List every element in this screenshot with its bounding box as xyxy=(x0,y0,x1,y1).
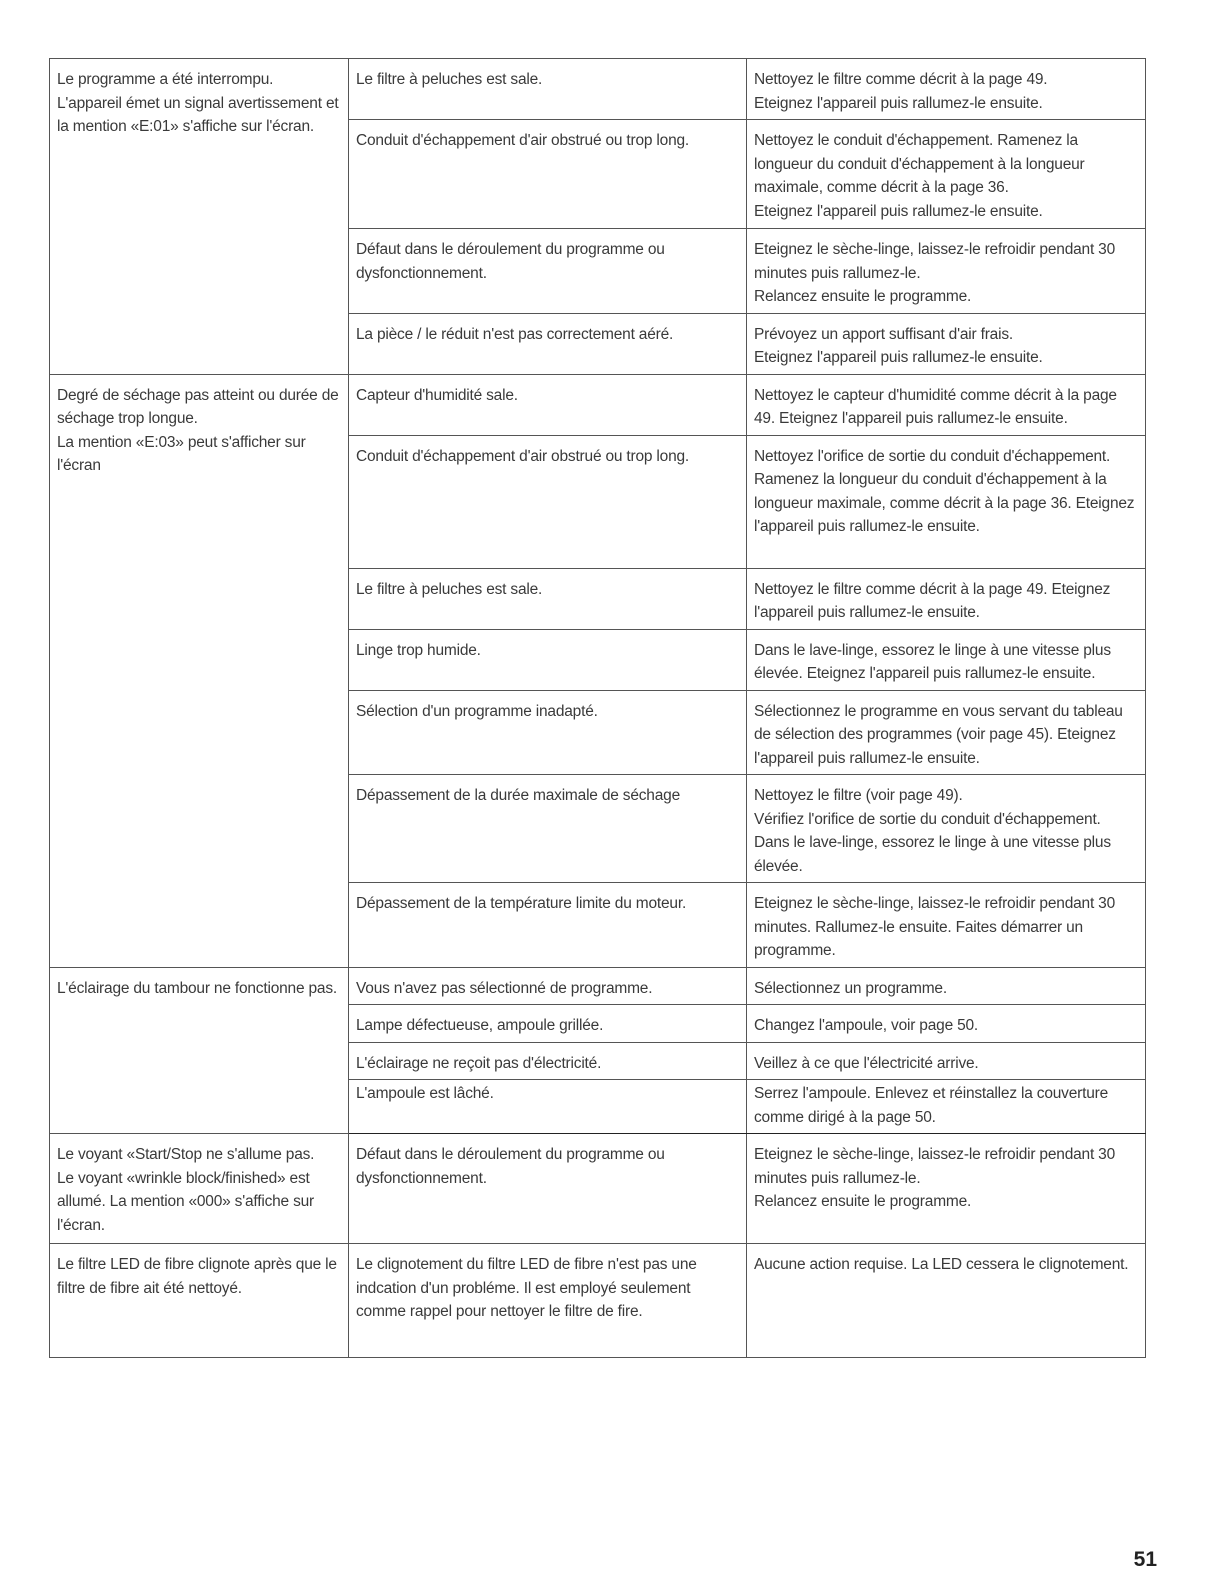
symptom-cell: Degré de séchage pas atteint ou durée de séchage trop longue. La mention «E:03» peut s'afficher sur l'écran xyxy=(50,374,349,967)
cause-cell: Lampe défectueuse, ampoule grillée. xyxy=(349,1005,747,1043)
cause-cell: Le filtre à peluches est sale. xyxy=(349,568,747,629)
remedy-cell: Eteignez le sèche-linge, laissez-le refroidir pendant 30 minutes puis rallumez-le. Relancez ensuite le programme. xyxy=(747,1134,1146,1244)
table-row xyxy=(50,1134,1146,1244)
remedy-cell: Nettoyez l'orifice de sortie du conduit d'échappement. Ramenez la longueur du conduit d'échappement à la longueur maximale, comme décrit à la page 36. Eteignez l'appareil puis rallumez-le ensuite. xyxy=(747,435,1146,568)
remedy-cell: Changez l'ampoule, voir page 50. xyxy=(747,1005,1146,1043)
table-row xyxy=(50,374,1146,435)
remedy-cell: Nettoyez le capteur d'humidité comme décrit à la page 49. Eteignez l'appareil puis rallumez-le ensuite. xyxy=(747,374,1146,435)
cause-cell: Vous n'avez pas sélectionné de programme. xyxy=(349,967,747,1005)
remedy-cell: Nettoyez le filtre comme décrit à la page 49. Eteignez l'appareil puis rallumez-le ensuite. xyxy=(747,59,1146,120)
cause-cell: Dépassement de la durée maximale de séchage xyxy=(349,775,747,883)
remedy-cell: Dans le lave-linge, essorez le linge à une vitesse plus élevée. Eteignez l'appareil puis rallumez-le ensuite. xyxy=(747,629,1146,690)
cause-cell: Linge trop humide. xyxy=(349,629,747,690)
cause-cell: Sélection d'un programme inadapté. xyxy=(349,690,747,775)
cause-cell: Défaut dans le déroulement du programme ou dysfonctionnement. xyxy=(349,1134,747,1244)
cause-cell: Le clignotement du filtre LED de fibre n'est pas une indcation d'un probléme. Il est employé seulement comme rappel pour nettoyer le filtre de fire. xyxy=(349,1244,747,1358)
cause-cell: Conduit d'échappement d'air obstrué ou trop long. xyxy=(349,435,747,568)
remedy-cell: Serrez l'ampoule. Enlevez et réinstallez la couverture comme dirigé à la page 50. xyxy=(747,1080,1146,1134)
cause-cell: Capteur d'humidité sale. xyxy=(349,374,747,435)
remedy-cell: Eteignez le sèche-linge, laissez-le refroidir pendant 30 minutes. Rallumez-le ensuite. Faites démarrer un programme. xyxy=(747,883,1146,968)
symptom-cell: L'éclairage du tambour ne fonctionne pas. xyxy=(50,967,349,1134)
remedy-cell: Nettoyez le conduit d'échappement. Ramenez la longueur du conduit d'échappement à la longueur maximale, comme décrit à la page 36. Eteignez l'appareil puis rallumez-le ensuite. xyxy=(747,120,1146,229)
remedy-cell: Prévoyez un apport suffisant d'air frais. Eteignez l'appareil puis rallumez-le ensuite. xyxy=(747,313,1146,374)
cause-cell: L'ampoule est lâché. xyxy=(349,1080,747,1134)
page-number: 51 xyxy=(1133,1548,1157,1571)
remedy-cell: Aucune action requise. La LED cessera le clignotement. xyxy=(747,1244,1146,1358)
table-row xyxy=(50,1244,1146,1358)
remedy-cell: Nettoyez le filtre comme décrit à la page 49. Eteignez l'appareil puis rallumez-le ensuite. xyxy=(747,568,1146,629)
cause-cell: Défaut dans le déroulement du programme ou dysfonctionnement. xyxy=(349,229,747,314)
cause-cell: Le filtre à peluches est sale. xyxy=(349,59,747,120)
cause-cell: L'éclairage ne reçoit pas d'électricité. xyxy=(349,1042,747,1080)
remedy-cell: Sélectionnez le programme en vous servant du tableau de sélection des programmes (voir page 45). Eteignez l'appareil puis rallumez-le ensuite. xyxy=(747,690,1146,775)
symptom-cell: Le filtre LED de fibre clignote après que le filtre de fibre ait été nettoyé. xyxy=(50,1244,349,1358)
symptom-cell: Le programme a été interrompu. L'appareil émet un signal avertissement et la mention «E:01» s'affiche sur l'écran. xyxy=(50,59,349,375)
remedy-cell: Veillez à ce que l'électricité arrive. xyxy=(747,1042,1146,1080)
cause-cell: La pièce / le réduit n'est pas correctement aéré. xyxy=(349,313,747,374)
cause-cell: Conduit d'échappement d'air obstrué ou trop long. xyxy=(349,120,747,229)
remedy-cell: Eteignez le sèche-linge, laissez-le refroidir pendant 30 minutes puis rallumez-le. Relancez ensuite le programme. xyxy=(747,229,1146,314)
table-row xyxy=(50,59,1146,120)
symptom-cell: Le voyant «Start/Stop ne s'allume pas. Le voyant «wrinkle block/finished» est allumé. La mention «000» s'affiche sur l'écran. xyxy=(50,1134,349,1244)
troubleshooting-table xyxy=(49,58,1146,1358)
table-row xyxy=(50,967,1146,1005)
cause-cell: Dépassement de la température limite du moteur. xyxy=(349,883,747,968)
remedy-cell: Sélectionnez un programme. xyxy=(747,967,1146,1005)
remedy-cell: Nettoyez le filtre (voir page 49). Vérifiez l'orifice de sortie du conduit d'échappement. Dans le lave-linge, essorez le linge à une vitesse plus élevée. xyxy=(747,775,1146,883)
